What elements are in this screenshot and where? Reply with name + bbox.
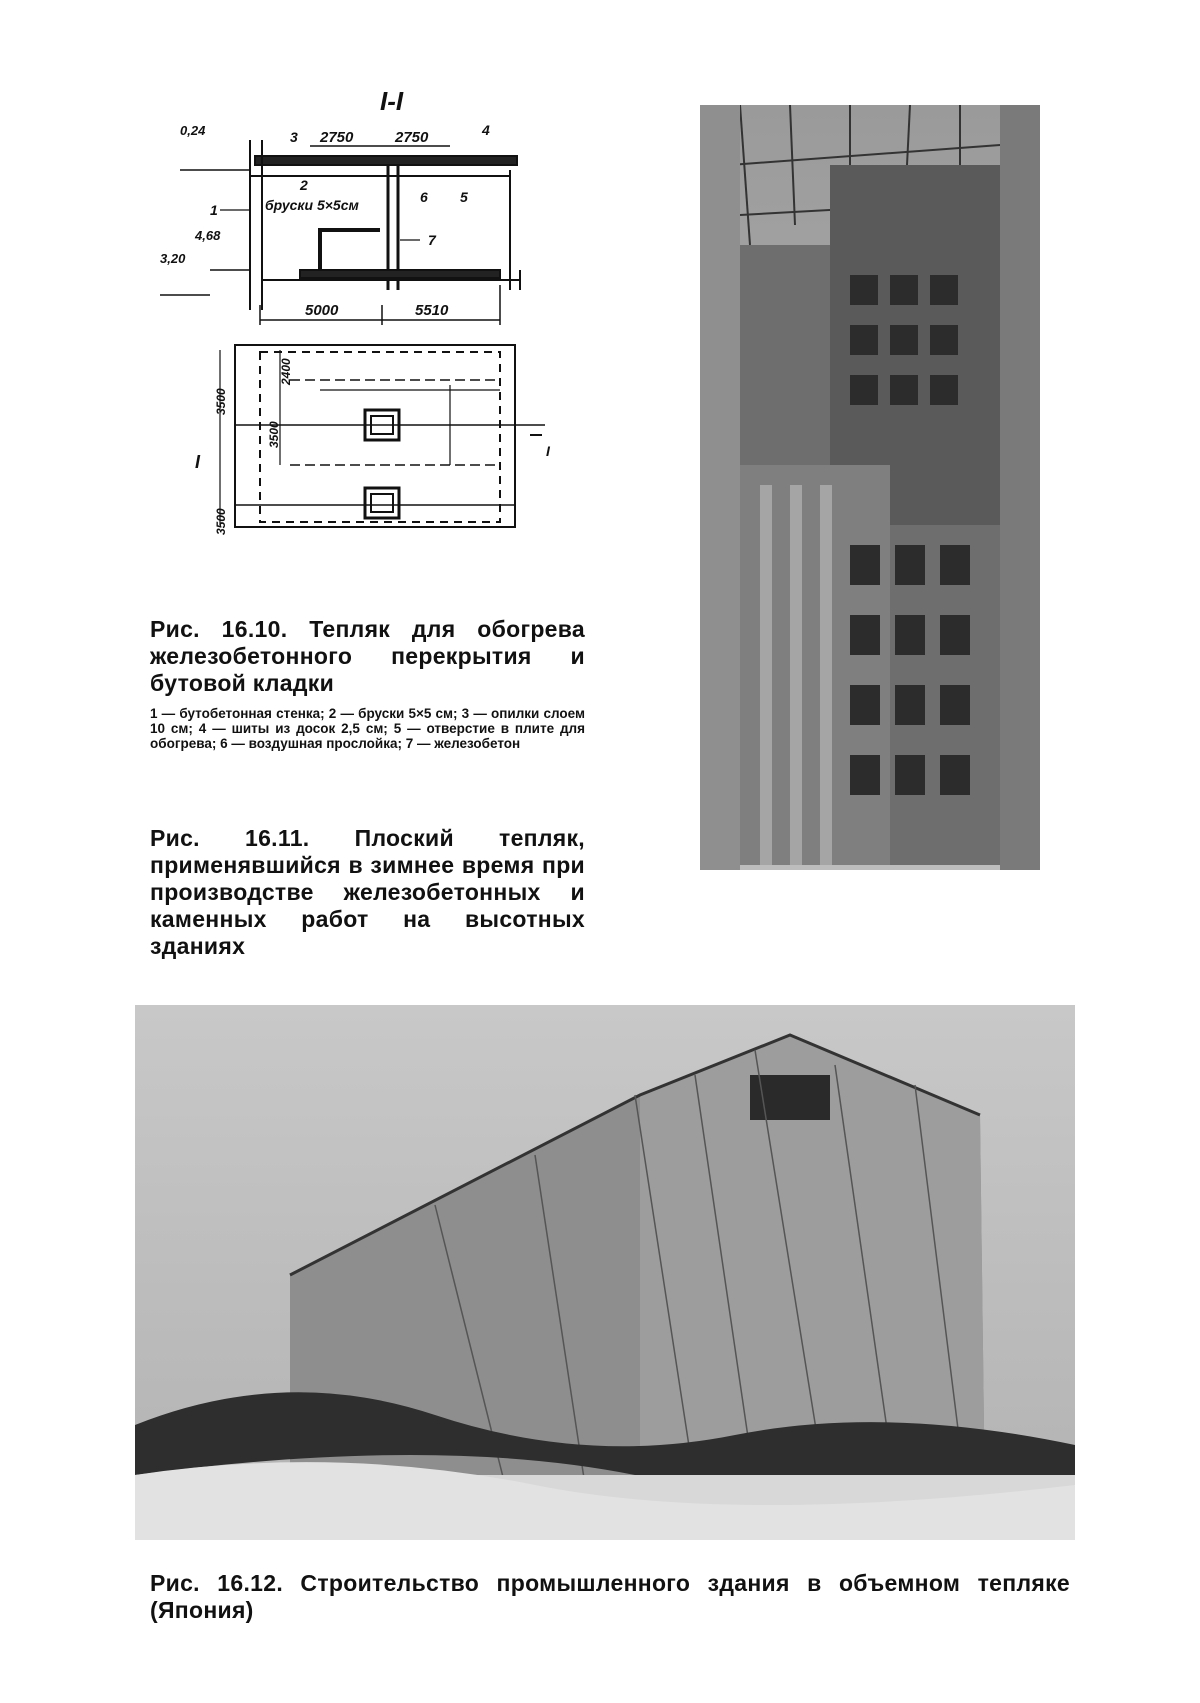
photo-highrise-building — [700, 105, 1040, 870]
photo-industrial-drawing — [135, 1005, 1075, 1540]
callout-5: 5 — [460, 189, 468, 205]
fig-16-10-legend: 1 — бутобетонная стенка; 2 — бруски 5×5 см; 3 — опилки слоем 10 см; 4 — шиты из досок 2,5 см; 5 — отверстие в плите для обогрева; 6 — воздушная прослойка; 7 — железобетон — [150, 706, 585, 751]
bar-label: бруски 5×5см — [265, 197, 359, 213]
callout-4: 4 — [482, 122, 490, 138]
plan-section-left: I — [195, 452, 201, 472]
fig-16-10-caption: Рис. 16.10. Тепляк для обогрева железобетонного перекрытия и бутовой кладки — [150, 616, 585, 696]
dim-bottom-left: 5000 — [305, 302, 339, 319]
plan-dim-top: 3500 — [214, 388, 228, 415]
fig-16-11-caption: Рис. 16.11. Плоский тепляк, применявшийся в зимнее время при производстве железобетонных и каменных работ на высотных зданиях — [150, 825, 585, 959]
dim-bottom-right: 5510 — [415, 302, 449, 319]
level-mid: 4,68 — [195, 228, 221, 243]
technical-drawing — [150, 80, 580, 580]
fig-16-12-caption: Рис. 16.12. Строительство промышленного здания в объемном тепляке (Япония) — [150, 1570, 1070, 1623]
plan-dim-mid: 3500 — [267, 421, 281, 448]
plan-dim-bottom: 3500 — [214, 508, 228, 535]
plan-section-right: I — [546, 443, 550, 459]
section-label: I-I — [380, 86, 404, 116]
callout-2: 2 — [300, 177, 308, 193]
level-top: 0,24 — [180, 123, 206, 138]
callout-3: 3 — [290, 129, 298, 145]
photo-industrial-tepliak — [135, 1005, 1075, 1540]
dim-top-left: 2750 — [320, 129, 354, 146]
callout-6: 6 — [420, 189, 428, 205]
callout-7: 7 — [428, 232, 436, 248]
plan-dim-inner: 2400 — [279, 358, 293, 385]
callout-1: 1 — [210, 202, 218, 218]
level-low: 3,20 — [160, 251, 186, 266]
photo-highrise-drawing — [700, 105, 1040, 870]
dim-top-right: 2750 — [395, 129, 429, 146]
